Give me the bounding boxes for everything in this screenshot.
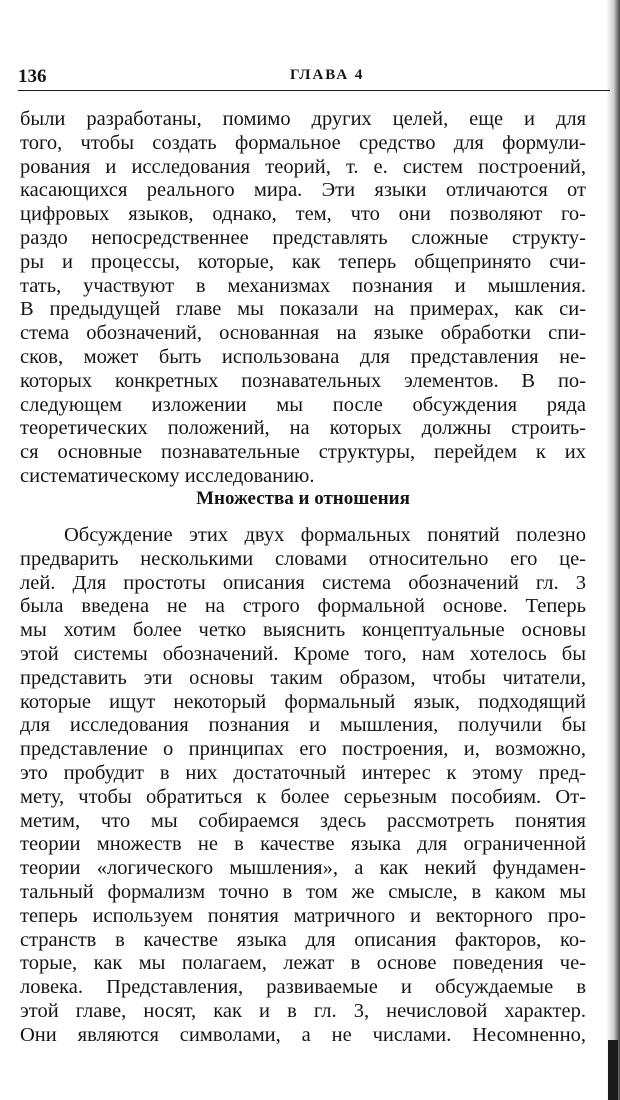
text-line: предварить несколькими словами относительно его це- (20, 547, 586, 570)
text-line: этой главе, носят, как и в гл. 3, нечисловой характер. (20, 999, 586, 1022)
text-line: лей. Для простоты описания система обозначений гл. 3 (20, 571, 586, 594)
text-line: теории «логического мышления», а как некий фундамен- (20, 857, 586, 880)
text-line: была введена не на строго формальной основе. Теперь (20, 595, 586, 618)
text-line: стема обозначений, основанная на языке обработки спи- (20, 322, 586, 345)
paragraph-sets-and-relations (20, 524, 586, 1048)
text-line: мету, чтобы обратиться к более серьезным пособиям. От- (20, 785, 586, 808)
text-line: тать, участвуют в механизмах познания и мышления. (20, 274, 586, 297)
paragraph-continuation (20, 108, 586, 489)
text-line: которые ищут некоторый формальный язык, подходящий (20, 690, 586, 713)
text-line: метим, что мы собираемся здесь рассмотреть понятия (20, 809, 586, 832)
text-line: следующем изложении мы после обсуждения ряда (20, 393, 586, 416)
binding-edge-mark (608, 1040, 618, 1100)
text-line: для исследования познания и мышления, получили бы (20, 714, 586, 737)
text-line: тальный формализм точно в том же смысле, в каком мы (20, 880, 586, 903)
text-line: торые, как мы полагаем, лежат в основе поведения че- (20, 952, 586, 975)
text-line: рования и исследования теорий, т. е. систем построений, (20, 155, 586, 178)
chapter-title: ГЛАВА 4 (290, 67, 365, 83)
text-line: теоретических положений, на которых должны строить- (20, 417, 586, 440)
text-line: это пробудит в них достаточный интерес к этому пред- (20, 761, 586, 784)
text-line: теории множеств не в качестве языка для ограниченной (20, 833, 586, 856)
text-line: ры и процессы, которые, как теперь общепринято счи- (20, 250, 586, 273)
text-line: В предыдущей главе мы показали на примерах, как си- (20, 298, 586, 321)
section-heading: Множества и отношения (196, 488, 410, 509)
text-line: Обсуждение этих двух формальных понятий полезно (64, 524, 586, 546)
page-number: 136 (18, 66, 47, 87)
text-line: представить эти основы таким образом, чтобы читатели, (20, 666, 586, 689)
running-header (18, 64, 610, 91)
text-line: ся основные познавательные структуры, перейдем к их (20, 441, 586, 464)
text-line: сков, может быть использована для представления не- (20, 345, 586, 368)
text-line: систематическому исследованию. (20, 464, 315, 487)
text-line: были разработаны, помимо других целей, еще и для (20, 108, 586, 130)
text-line: теперь используем понятия матричного и векторного про- (20, 904, 586, 927)
text-line: которых конкретных познавательных элементов. В по- (20, 369, 586, 392)
text-line: того, чтобы создать формальное средство для формули- (20, 131, 586, 154)
text-line: представление о принципах его построения, и, возможно, (20, 738, 586, 761)
text-line: раздо непосредственнее представлять сложные структу- (20, 226, 586, 249)
text-line: мы хотим более четко выяснить концептуальные основы (20, 619, 586, 642)
text-line: цифровых языков, однако, тем, что они позволяют го- (20, 203, 586, 226)
text-line: странств в качестве языка для описания факторов, ко- (20, 928, 586, 951)
text-line: Они являются символами, а не числами. Несомненно, (20, 1023, 586, 1046)
text-line: ловека. Представления, развиваемые и обсуждаемые в (20, 976, 586, 999)
page-edge-shadow (606, 0, 620, 1100)
text-line: касающихся реального мира. Эти языки отличаются от (20, 179, 586, 202)
text-line: этой системы обозначений. Кроме того, нам хотелось бы (20, 642, 586, 665)
